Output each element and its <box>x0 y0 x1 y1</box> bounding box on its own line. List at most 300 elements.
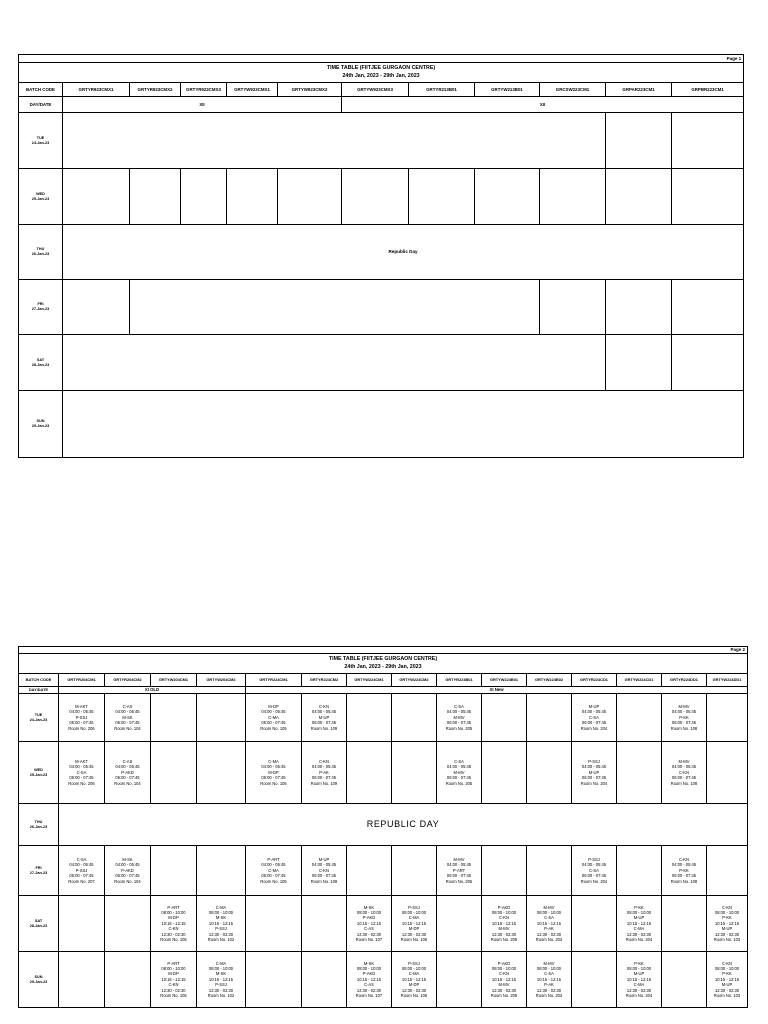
schedule-line: Room No. 204 <box>625 936 653 942</box>
schedule-line: P-AKD <box>121 867 134 873</box>
schedule-line: 04:00 - 05:45 <box>261 709 286 715</box>
schedule-line: 08:00 - 10:00 <box>536 966 562 972</box>
schedule-line: 12:30 - 02:30 <box>536 931 562 937</box>
schedule-line: C-AS <box>122 759 133 765</box>
schedule-line: 06:00 - 07:45 <box>311 720 337 726</box>
schedule-line: P-SSJ <box>588 759 600 765</box>
schedule-line: M-DP <box>168 971 179 977</box>
schedule-cell <box>662 846 707 896</box>
class-label-right: XII <box>342 97 744 113</box>
schedule-line: C-SA <box>454 759 464 765</box>
empty-cell <box>63 169 130 225</box>
empty-cell <box>347 742 392 804</box>
empty-cell <box>662 896 707 952</box>
day-date: 28-Jan-23 <box>29 923 48 928</box>
schedule-line: M-DP <box>268 704 279 710</box>
schedule-line: 06:00 - 07:45 <box>69 775 94 781</box>
schedule-line: 10:15 - 12:15 <box>491 976 517 982</box>
schedule-line: 04:00 - 05:45 <box>581 862 607 868</box>
schedule-line: C-MA <box>215 960 227 966</box>
schedule-cell <box>105 694 151 742</box>
day-name: FRI <box>35 865 42 870</box>
schedule-row <box>19 846 748 896</box>
schedule-line: M-MV <box>498 926 510 932</box>
day-cell <box>19 896 59 952</box>
schedule-line: C-AS <box>122 704 133 710</box>
empty-cell <box>63 335 606 391</box>
schedule-cell <box>437 694 482 742</box>
timetable-grid-1 <box>18 54 744 458</box>
day-date: 24-Jan-23 <box>29 717 48 722</box>
schedule-line: C-MA <box>268 867 279 873</box>
empty-cell <box>672 169 744 225</box>
schedule-line: M-DP <box>408 926 420 932</box>
schedule-line: Room No. 205 <box>490 936 518 942</box>
empty-cell <box>527 694 572 742</box>
day-date-label: DAY/DATE <box>19 97 63 113</box>
schedule-line: M-UP <box>318 857 330 863</box>
empty-cell <box>527 846 572 896</box>
batch-code: GRTYR224CM1 <box>246 674 302 687</box>
schedule-line: M-SK <box>122 857 133 863</box>
day-cell <box>19 804 59 846</box>
schedule-line: 08:00 - 10:00 <box>401 966 427 972</box>
schedule-line: C-SA <box>544 971 554 977</box>
schedule-line: M-MV <box>498 982 510 988</box>
schedule-line: M-SK <box>363 904 375 910</box>
schedule-line: 04:00 - 05:45 <box>311 862 337 868</box>
schedule-line: 08:00 - 10:00 <box>714 910 740 916</box>
empty-cell <box>63 113 606 169</box>
batch-code: GRTYR923CMX3 <box>181 83 227 97</box>
schedule-cell <box>347 952 392 1008</box>
schedule-cell <box>59 694 105 742</box>
schedule-line: 10:15 - 12:15 <box>536 920 562 926</box>
schedule-cell <box>105 742 151 804</box>
schedule-cell <box>302 846 347 896</box>
schedule-line: 08:00 - 10:00 <box>356 966 382 972</box>
empty-cell <box>437 952 482 1008</box>
schedule-line: 04:00 - 05:45 <box>69 709 94 715</box>
schedule-line: M-MV <box>453 714 465 720</box>
schedule-row <box>19 694 748 742</box>
schedule-line: C-SA <box>76 857 87 863</box>
empty-cell <box>437 896 482 952</box>
schedule-line: C-AS <box>364 926 374 932</box>
schedule-line: 04:00 - 05:45 <box>311 709 337 715</box>
schedule-cell <box>617 952 662 1008</box>
schedule-cell <box>662 694 707 742</box>
schedule-line: 06:00 - 07:45 <box>446 720 472 726</box>
schedule-line: 12:30 - 02:30 <box>626 931 652 937</box>
empty-cell <box>482 846 527 896</box>
schedule-line: 08:00 - 10:00 <box>536 910 562 916</box>
empty-cell <box>347 694 392 742</box>
schedule-line: C-SA <box>454 704 464 710</box>
day-cell: SAT 28-Jan-23 <box>19 335 63 391</box>
schedule-line: M-AKT <box>75 704 88 710</box>
class-label-right: XI New <box>246 687 748 694</box>
schedule-line: Room No. 203 <box>535 936 563 942</box>
schedule-line: 08:00 - 10:00 <box>208 966 234 972</box>
empty-cell <box>617 742 662 804</box>
empty-cell <box>151 694 197 742</box>
schedule-row <box>19 742 748 804</box>
schedule-line: 06:00 - 07:45 <box>115 873 140 879</box>
empty-cell <box>130 169 181 225</box>
day-date: 27-Jan-23 <box>29 870 48 875</box>
schedule-cell <box>392 952 437 1008</box>
schedule-line: Room No. 103 <box>713 936 741 942</box>
schedule-cell <box>482 952 527 1008</box>
schedule-line: C-KN <box>318 759 329 765</box>
schedule-line: Room No. 102 <box>207 992 235 998</box>
batch-code: GRTYR923CMX1 <box>63 83 130 97</box>
schedule-line: 10:15 - 12:15 <box>356 920 382 926</box>
schedule-line: C-KN <box>722 960 733 966</box>
empty-cell <box>197 694 246 742</box>
schedule-line: P-SSJ <box>408 960 420 966</box>
schedule-line: 06:00 - 07:45 <box>581 775 607 781</box>
schedule-cell <box>197 896 246 952</box>
schedule-line: Room No. 108 <box>670 780 698 786</box>
empty-cell <box>227 169 278 225</box>
schedule-line: 10:15 - 12:15 <box>208 920 234 926</box>
schedule-line: 08:00 - 10:00 <box>491 910 517 916</box>
batch-code: GRCSW223CM1 <box>540 83 606 97</box>
day-date: 26-Jan-23 <box>29 824 48 829</box>
schedule-cell <box>151 952 197 1008</box>
schedule-cell <box>527 952 572 1008</box>
day-cell <box>19 952 59 1008</box>
schedule-line: P-ART <box>452 867 466 873</box>
schedule-line: 10:15 - 12:15 <box>161 920 186 926</box>
schedule-line: 08:00 - 10:00 <box>714 966 740 972</box>
schedule-line: Room No. 105 <box>160 936 187 942</box>
schedule-line: P-AK <box>319 769 329 775</box>
batch-code: GRTYW923CMX2 <box>278 83 342 97</box>
schedule-line: 06:00 - 07:45 <box>115 720 140 726</box>
schedule-line: 06:00 - 07:45 <box>69 720 94 726</box>
batch-code: GRTYR204CM1 <box>59 674 105 687</box>
day-name: SUN <box>34 974 43 979</box>
schedule-line: P-SSJ <box>75 867 88 873</box>
title-text: TIME TABLE (FIITJEE GURGAON CENTRE) <box>326 65 436 72</box>
day-name: TUE <box>34 712 43 717</box>
schedule-line: Room No. 106 <box>400 992 428 998</box>
schedule-line: 04:00 - 05:45 <box>115 862 140 868</box>
schedule-line: 12:30 - 02:30 <box>401 931 427 937</box>
schedule-line: Room No. 105 <box>260 780 287 786</box>
empty-cell <box>63 280 130 335</box>
empty-cell <box>482 742 527 804</box>
empty-cell <box>63 391 744 458</box>
schedule-line: 04:00 - 05:45 <box>671 709 697 715</box>
schedule-line: P-AK <box>544 982 554 988</box>
schedule-line: 06:00 - 07:45 <box>311 775 337 781</box>
schedule-line: C-KN <box>722 904 733 910</box>
empty-cell <box>278 169 342 225</box>
schedule-line: P-SSJ <box>75 714 88 720</box>
batch-code: GRTYR204CM2 <box>105 674 151 687</box>
schedule-line: P-SSJ <box>215 926 227 932</box>
schedule-line: C-SA <box>589 867 599 873</box>
schedule-cell <box>151 896 197 952</box>
empty-cell <box>617 694 662 742</box>
schedule-row <box>19 952 748 1008</box>
batch-code: GRTYW224B02 <box>527 674 572 687</box>
schedule-line: 06:00 - 07:45 <box>581 720 607 726</box>
day-cell: TUE 24-Jan-23 <box>19 113 63 169</box>
schedule-line: M-MV <box>453 769 465 775</box>
batch-code: GRTYR224B01 <box>437 674 482 687</box>
schedule-line: Room No. 204 <box>580 878 608 884</box>
schedule-line: P-AKD <box>497 960 511 966</box>
schedule-line: Room No. 204 <box>580 725 608 731</box>
schedule-line: P-KK <box>634 904 644 910</box>
schedule-line: 08:00 - 10:00 <box>626 910 652 916</box>
batch-code: GRTYW224DD1 <box>707 674 748 687</box>
schedule-line: 04:00 - 05:45 <box>671 764 697 770</box>
schedule-line: P-AKD <box>497 904 511 910</box>
schedule-line: M-DP <box>408 982 420 988</box>
schedule-line: Room No. 108 <box>670 725 698 731</box>
schedule-line: Room No. 206 <box>68 725 95 731</box>
schedule-cell <box>662 742 707 804</box>
schedule-cell <box>302 742 347 804</box>
schedule-line: M-SK <box>122 714 133 720</box>
schedule-line: P-AKD <box>362 971 376 977</box>
schedule-line: P-SSJ <box>408 904 420 910</box>
empty-cell <box>105 896 151 952</box>
timetable-title <box>19 63 744 83</box>
empty-cell <box>302 896 347 952</box>
schedule-line: 06:00 - 07:45 <box>446 775 472 781</box>
timetable-grid-2 <box>18 646 748 1008</box>
empty-cell <box>246 896 302 952</box>
schedule-line: Room No. 205 <box>445 780 473 786</box>
title-text: TIME TABLE (FIITJEE GURGAON CENTRE) <box>328 656 438 663</box>
batch-code: GRPAR223CM1 <box>606 83 672 97</box>
schedule-line: 10:15 - 12:15 <box>208 976 234 982</box>
schedule-line: 06:00 - 07:45 <box>671 775 697 781</box>
schedule-line: C-KN <box>498 915 509 921</box>
schedule-line: 06:00 - 07:45 <box>115 775 140 781</box>
schedule-line: Room No. 104 <box>114 780 141 786</box>
schedule-cell <box>572 742 617 804</box>
schedule-line: 04:00 - 05:45 <box>581 709 607 715</box>
batch-code: GRPBR223CM1 <box>672 83 744 97</box>
schedule-line: 12:30 - 02:30 <box>356 931 382 937</box>
schedule-line: P-AKD <box>121 769 134 775</box>
schedule-line: 10:15 - 12:15 <box>714 976 740 982</box>
schedule-line: 12:30 - 02:30 <box>401 987 427 993</box>
schedule-line: 04:00 - 05:45 <box>115 709 140 715</box>
empty-cell <box>246 952 302 1008</box>
schedule-line: Room No. 107 <box>355 992 383 998</box>
holiday-cell: Republic Day <box>63 225 744 280</box>
empty-cell <box>540 169 606 225</box>
empty-cell <box>662 952 707 1008</box>
day-date-label: DAY/DATE <box>19 687 59 694</box>
schedule-line: P-ART <box>267 857 280 863</box>
schedule-line: M-DP <box>268 769 279 775</box>
schedule-line: 08:00 - 10:00 <box>491 966 517 972</box>
batch-code: GRTYW224B01 <box>482 674 527 687</box>
schedule-line: C-MA <box>268 714 279 720</box>
schedule-cell <box>59 742 105 804</box>
schedule-line: Room No. 204 <box>625 992 653 998</box>
batch-code: GRTYR224CD1 <box>572 674 617 687</box>
schedule-line: 10:15 - 12:15 <box>401 976 427 982</box>
schedule-line: 08:00 - 10:00 <box>161 910 186 916</box>
page-label: Page 1 <box>19 55 744 63</box>
schedule-cell <box>302 694 347 742</box>
empty-cell <box>617 846 662 896</box>
schedule-cell <box>59 846 105 896</box>
schedule-line: 06:00 - 07:45 <box>671 873 697 879</box>
schedule-line: C-KN <box>318 704 329 710</box>
class-label-left: XII <box>63 97 342 113</box>
schedule-line: 12:30 - 02:30 <box>714 987 740 993</box>
empty-cell <box>672 335 744 391</box>
schedule-line: 04:00 - 05:45 <box>115 764 140 770</box>
schedule-line: 08:00 - 10:00 <box>626 966 652 972</box>
schedule-cell <box>572 694 617 742</box>
schedule-line: P-KK <box>722 971 732 977</box>
date-range: 24th Jan, 2023 - 29th Jan, 2023 <box>344 663 422 670</box>
schedule-line: M-UP <box>318 714 330 720</box>
batch-code: GRTYW224CM2 <box>392 674 437 687</box>
empty-cell <box>197 846 246 896</box>
schedule-line: M-AKT <box>75 759 88 765</box>
schedule-line: P-SSJ <box>215 982 227 988</box>
schedule-line: M-UP <box>633 915 645 921</box>
empty-cell <box>105 952 151 1008</box>
empty-cell <box>475 169 540 225</box>
schedule-line: 12:30 - 02:30 <box>714 931 740 937</box>
empty-cell <box>59 896 105 952</box>
batch-code: GRTYW923CMX3 <box>342 83 409 97</box>
schedule-line: 10:15 - 12:15 <box>626 976 652 982</box>
schedule-cell <box>482 896 527 952</box>
day-cell: SUN 29-Jan-23 <box>19 391 63 458</box>
schedule-line: 12:30 - 02:30 <box>356 987 382 993</box>
schedule-line: 12:30 - 02:30 <box>161 931 186 937</box>
batch-code: GRTYR224CM2 <box>302 674 347 687</box>
schedule-line: Room No. 103 <box>713 992 741 998</box>
schedule-line: C-SA <box>76 769 87 775</box>
batch-code: GRTYW923CMX1 <box>227 83 278 97</box>
schedule-line: 04:00 - 05:45 <box>261 862 286 868</box>
schedule-line: M-SK <box>363 960 375 966</box>
schedule-line: 04:00 - 05:45 <box>69 764 94 770</box>
schedule-line: Room No. 203 <box>535 992 563 998</box>
schedule-line: M-SK <box>215 915 227 921</box>
schedule-cell <box>347 896 392 952</box>
schedule-cell <box>437 846 482 896</box>
schedule-line: C-KN <box>318 867 329 873</box>
page-label: Page 2 <box>19 647 748 654</box>
schedule-line: P-SSJ <box>588 857 600 863</box>
empty-cell <box>342 169 409 225</box>
schedule-line: 06:00 - 07:45 <box>261 775 286 781</box>
schedule-line: C-MA <box>215 904 227 910</box>
schedule-line: Room No. 108 <box>670 878 698 884</box>
batch-code: GRTYR923CMX2 <box>130 83 181 97</box>
schedule-line: M-UP <box>588 704 600 710</box>
empty-cell <box>572 896 617 952</box>
day-date: 25-Jan-23 <box>29 772 48 777</box>
schedule-line: 12:30 - 02:30 <box>626 987 652 993</box>
schedule-line: Room No. 102 <box>207 936 235 942</box>
schedule-cell <box>437 742 482 804</box>
batch-code: GRTYW204CM1 <box>151 674 197 687</box>
schedule-line: Room No. 105 <box>260 878 287 884</box>
schedule-line: C-MA <box>408 915 420 921</box>
empty-cell <box>409 169 475 225</box>
schedule-line: C-KN <box>678 769 689 775</box>
schedule-cell <box>246 846 302 896</box>
day-name: THU <box>34 819 43 824</box>
schedule-line: M-UP <box>633 971 645 977</box>
day-name: WED <box>34 767 43 772</box>
schedule-line: C-KN <box>498 971 509 977</box>
batch-code: GRTYW213B01 <box>475 83 540 97</box>
schedule-line: 06:00 - 07:45 <box>581 873 607 879</box>
schedule-line: Room No. 109 <box>310 878 338 884</box>
schedule-line: M-SK <box>215 971 227 977</box>
date-range: 24th Jan, 2023 - 29th Jan, 2023 <box>342 72 420 79</box>
schedule-line: Room No. 104 <box>114 725 141 731</box>
schedule-line: Room No. 104 <box>114 878 141 884</box>
empty-cell <box>707 846 748 896</box>
schedule-line: Room No. 105 <box>260 725 287 731</box>
schedule-line: 08:00 - 10:00 <box>356 910 382 916</box>
schedule-line: 04:00 - 05:45 <box>446 862 472 868</box>
empty-cell <box>347 846 392 896</box>
schedule-line: Room No. 106 <box>400 936 428 942</box>
empty-cell <box>540 280 606 335</box>
schedule-line: 10:15 - 12:15 <box>356 976 382 982</box>
class-label-left: XI OLD <box>59 687 246 694</box>
schedule-line: Room No. 107 <box>355 936 383 942</box>
schedule-cell <box>617 896 662 952</box>
schedule-line: C-KN <box>168 926 179 932</box>
schedule-line: M-MV <box>543 960 555 966</box>
schedule-line: Room No. 206 <box>68 780 95 786</box>
schedule-line: 12:30 - 02:30 <box>491 931 517 937</box>
schedule-line: 08:00 - 10:00 <box>208 910 234 916</box>
schedule-line: C-MA <box>633 926 645 932</box>
schedule-line: 12:30 - 02:30 <box>536 987 562 993</box>
batch-code: GRTYW224CD1 <box>617 674 662 687</box>
day-name: SAT <box>34 918 43 923</box>
schedule-line: Room No. 205 <box>445 725 473 731</box>
empty-cell <box>527 742 572 804</box>
day-cell <box>19 846 59 896</box>
empty-cell <box>707 742 748 804</box>
schedule-line: 10:15 - 12:15 <box>714 920 740 926</box>
timetable-page-2 <box>18 646 747 1008</box>
empty-cell <box>197 742 246 804</box>
empty-cell <box>392 694 437 742</box>
schedule-line: M-MV <box>543 904 555 910</box>
schedule-line: M-UP <box>721 926 733 932</box>
schedule-line: 12:30 - 02:30 <box>208 931 234 937</box>
empty-cell <box>302 952 347 1008</box>
day-cell: WED 25-Jan-23 <box>19 169 63 225</box>
